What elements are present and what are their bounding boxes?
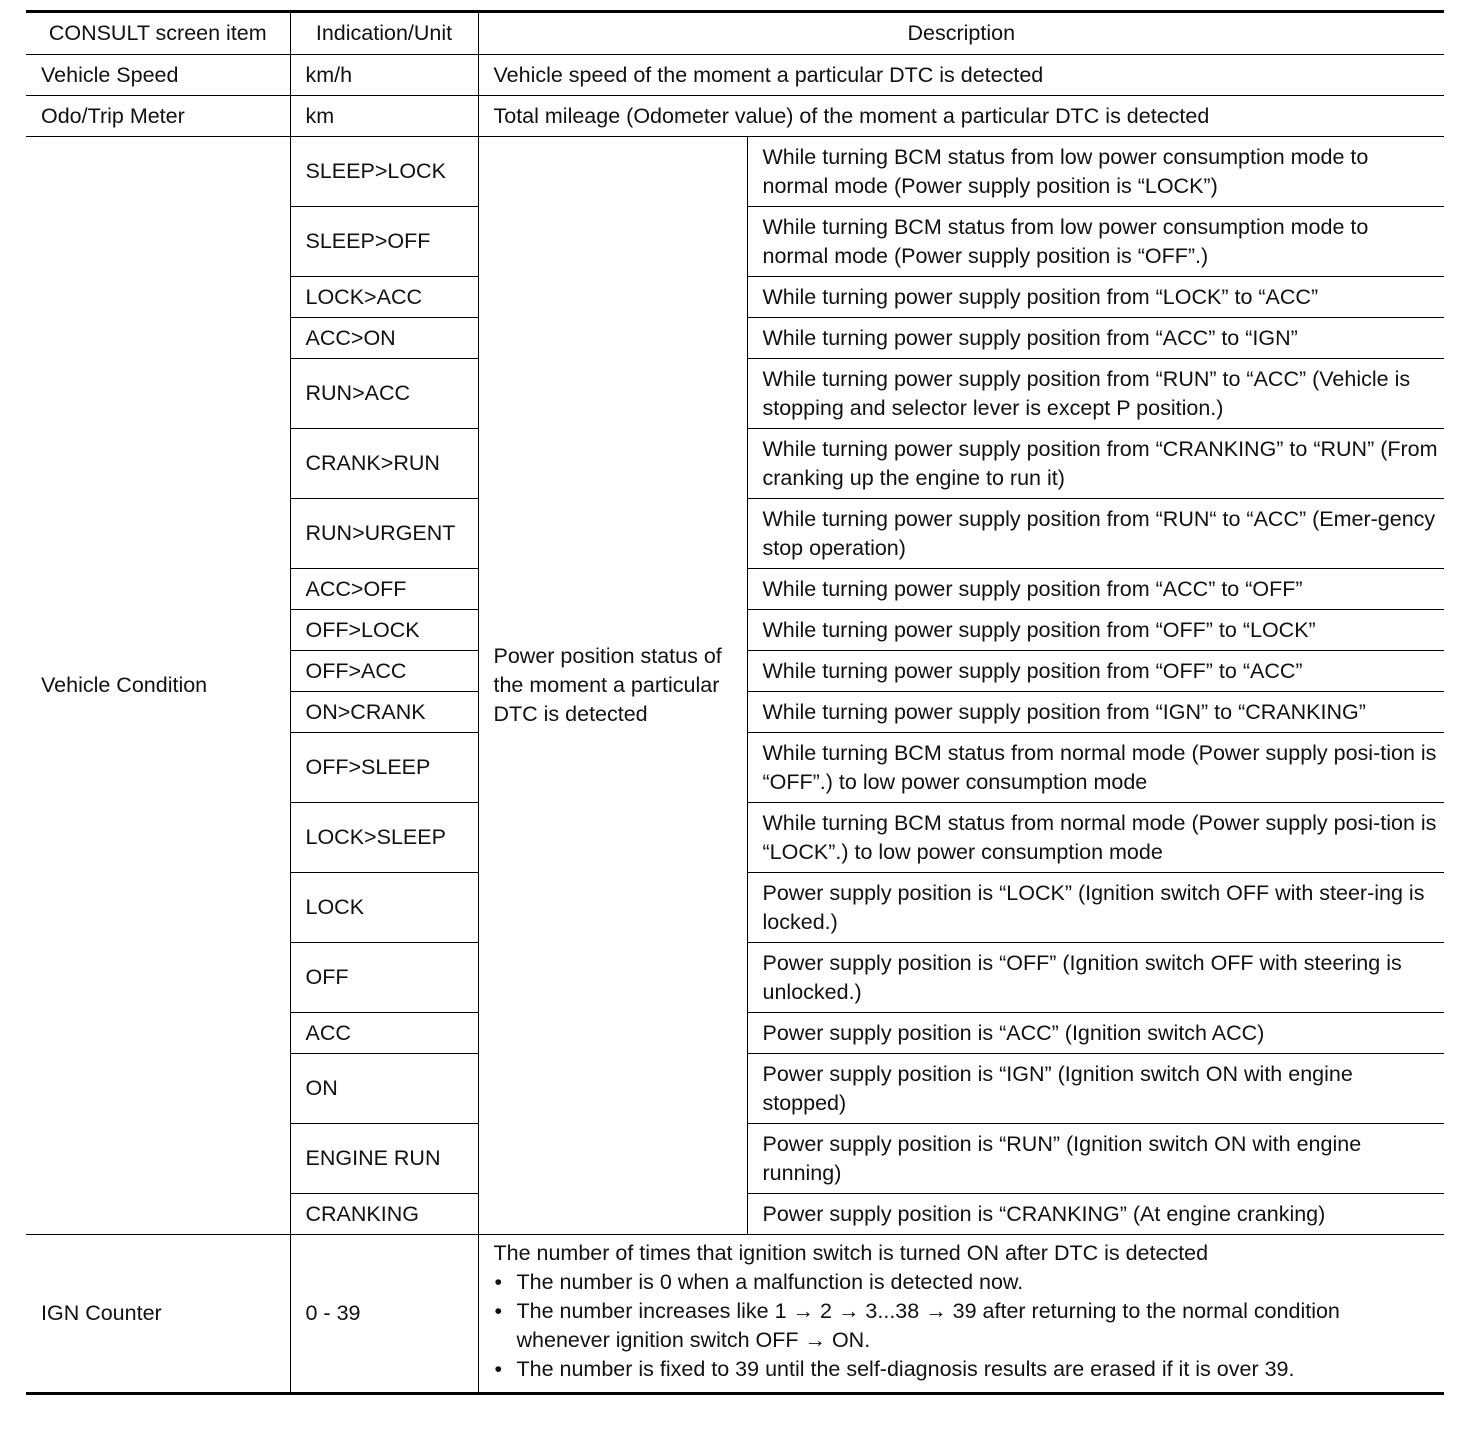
condition-description: Power supply position is “IGN” (Ignition switch ON with engine stopped) <box>747 1054 1444 1124</box>
condition-description: While turning power supply position from “RUN“ to “ACC” (Emer-gency stop operation) <box>747 499 1444 569</box>
ign-counter-unit: 0 - 39 <box>290 1235 478 1394</box>
list-item: • The number increases like 1 → 2 → 3...38 → 39 after returning to the normal condition whenever ignition switch OFF → ON. <box>494 1297 1437 1355</box>
condition-description: Power supply position is “CRANKING” (At engine cranking) <box>747 1194 1444 1235</box>
indication-cell: OFF>LOCK <box>290 610 478 651</box>
condition-description: While turning power supply position from “RUN” to “ACC” (Vehicle is stopping and selector lever is except P position.) <box>747 359 1444 429</box>
unit-cell: km/h <box>290 55 478 96</box>
description-cell: Total mileage (Odometer value) of the moment a particular DTC is detected <box>478 96 1444 137</box>
header-description: Description <box>478 12 1444 55</box>
condition-description: While turning power supply position from “OFF” to “ACC” <box>747 651 1444 692</box>
description-cell: Vehicle speed of the moment a particular DTC is detected <box>478 55 1444 96</box>
vehicle-condition-item: Vehicle Condition <box>26 137 290 1235</box>
header-row <box>26 12 1444 55</box>
table-row <box>26 1235 1444 1394</box>
table-row <box>26 55 1444 96</box>
condition-description: While turning BCM status from normal mode (Power supply posi-tion is “OFF”.) to low power consumption mode <box>747 733 1444 803</box>
ign-counter-description <box>478 1235 1444 1394</box>
header-unit: Indication/Unit <box>290 12 478 55</box>
item-cell: Vehicle Speed <box>26 55 290 96</box>
indication-cell: RUN>URGENT <box>290 499 478 569</box>
indication-cell: LOCK>ACC <box>290 277 478 318</box>
list-item: • The number is fixed to 39 until the self-diagnosis results are erased if it is over 39. <box>494 1355 1437 1384</box>
indication-cell: ON <box>290 1054 478 1124</box>
indication-cell: ON>CRANK <box>290 692 478 733</box>
condition-description: While turning power supply position from “ACC” to “IGN” <box>747 318 1444 359</box>
table-row <box>26 137 1444 207</box>
indication-cell: OFF>SLEEP <box>290 733 478 803</box>
header-item: CONSULT screen item <box>26 12 290 55</box>
indication-cell: OFF>ACC <box>290 651 478 692</box>
condition-description: While turning BCM status from low power consumption mode to normal mode (Power supply position is “OFF”.) <box>747 207 1444 277</box>
consult-items-table <box>26 10 1444 1395</box>
condition-description: Power supply position is “ACC” (Ignition switch ACC) <box>747 1013 1444 1054</box>
ign-counter-bullets <box>494 1268 1437 1384</box>
condition-description: While turning power supply position from “ACC” to “OFF” <box>747 569 1444 610</box>
vehicle-condition-summary: Power position status of the moment a particular DTC is detected <box>478 137 747 1235</box>
ign-counter-intro: The number of times that ignition switch is turned ON after DTC is detected <box>493 1241 1209 1265</box>
condition-description: While turning power supply position from “OFF” to “LOCK” <box>747 610 1444 651</box>
indication-cell: ACC>OFF <box>290 569 478 610</box>
list-item: • The number is 0 when a malfunction is detected now. <box>494 1268 1437 1297</box>
condition-description: While turning BCM status from low power consumption mode to normal mode (Power supply position is “LOCK”) <box>747 137 1444 207</box>
condition-description: While turning power supply position from “LOCK” to “ACC” <box>747 277 1444 318</box>
condition-description: While turning power supply position from “CRANKING” to “RUN” (From cranking up the engine to run it) <box>747 429 1444 499</box>
indication-cell: ACC <box>290 1013 478 1054</box>
indication-cell: CRANK>RUN <box>290 429 478 499</box>
condition-description: Power supply position is “LOCK” (Ignition switch OFF with steer-ing is locked.) <box>747 873 1444 943</box>
indication-cell: ENGINE RUN <box>290 1124 478 1194</box>
indication-cell: SLEEP>OFF <box>290 207 478 277</box>
condition-description: Power supply position is “OFF” (Ignition switch OFF with steering is unlocked.) <box>747 943 1444 1013</box>
condition-description: While turning BCM status from normal mode (Power supply posi-tion is “LOCK”.) to low power consumption mode <box>747 803 1444 873</box>
indication-cell: SLEEP>LOCK <box>290 137 478 207</box>
unit-cell: km <box>290 96 478 137</box>
condition-description: Power supply position is “RUN” (Ignition switch ON with engine running) <box>747 1124 1444 1194</box>
table-row <box>26 96 1444 137</box>
indication-cell: RUN>ACC <box>290 359 478 429</box>
indication-cell: LOCK>SLEEP <box>290 803 478 873</box>
indication-cell: ACC>ON <box>290 318 478 359</box>
indication-cell: OFF <box>290 943 478 1013</box>
item-cell: Odo/Trip Meter <box>26 96 290 137</box>
condition-description: While turning power supply position from “IGN” to “CRANKING” <box>747 692 1444 733</box>
ign-counter-item: IGN Counter <box>26 1235 290 1394</box>
indication-cell: LOCK <box>290 873 478 943</box>
indication-cell: CRANKING <box>290 1194 478 1235</box>
